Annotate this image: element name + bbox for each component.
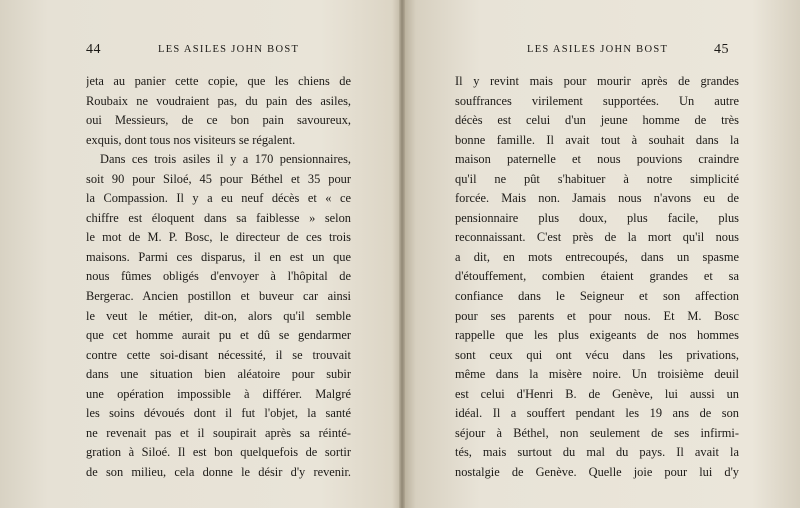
text-line: maisons. Parmi ces disparus, il en est un que	[86, 249, 351, 264]
text-line: ne revenait pas et il soupirait après sa réinté-	[86, 425, 351, 440]
text-line: confiance dans le Seigneur et son affection	[455, 289, 739, 304]
text-line: forcée. Mais non. Jamais nous n'avons eu de	[455, 191, 739, 206]
text-line: dans une situation bien aléatoire pour subir	[86, 367, 351, 382]
running-head: LES ASILES JOHN BOST	[527, 44, 669, 55]
text-line: nous fûmes obligés d'envoyer à l'hôpital de	[86, 269, 351, 284]
text-line: d'étouffement, combien étaient grandes et sa	[455, 269, 739, 284]
page-number: 44	[86, 42, 101, 57]
text-line: souffrances virilement supportées. Un autre	[455, 93, 739, 108]
text-line: oui Messieurs, de ce bon pain savoureux,	[86, 113, 351, 128]
text-line: tés, mais surtout du mal du pays. Il avait la	[455, 445, 739, 460]
right-page	[405, 0, 800, 508]
text-line: sont ceux qui ont vécu dans les privations,	[455, 347, 739, 362]
text-line: chiffre est éloquent dans sa faiblesse » selon	[86, 210, 351, 225]
text-line: nostalgie de Genève. Quelle joie pour lui d'y	[455, 464, 739, 479]
text-line: exquis, dont tous nos visiteurs se régalent.	[86, 132, 296, 147]
text-line: soit 90 pour Siloé, 45 pour Béthel et 35 pour	[86, 171, 351, 186]
text-line: a dit, en mots entrecoupés, dans un spasme	[455, 249, 739, 264]
running-head: LES ASILES JOHN BOST	[158, 44, 300, 55]
text-line: Roubaix ne voudraient pas, du pain des asiles,	[86, 93, 351, 108]
text-line: Dans ces trois asiles il y a 170 pensionnaires,	[100, 152, 351, 167]
text-line: le veut le métier, dit-on, alors qu'il semble	[86, 308, 351, 323]
text-line: bonne famille. Il avait tout à souhait dans la	[455, 132, 739, 147]
text-line: une opération impossible à différer. Malgré	[86, 386, 351, 401]
text-line: Il y revint mais pour mourir après de grandes	[455, 74, 739, 88]
text-line: reconnaissant. C'est près de la mort qu'il nous	[455, 230, 739, 245]
text-line: de son milieu, cela donne le désir d'y revenir.	[86, 464, 351, 479]
page-number: 45	[714, 42, 729, 57]
text-line: même dans la misère noire. Un troisième deuil	[455, 367, 739, 382]
text-line: la Compassion. Il y a eu neuf décès et « ce	[86, 191, 351, 206]
page-body-text	[455, 72, 739, 482]
text-line: maison paternelle et nous pouvions craindre	[455, 152, 739, 167]
text-line: le mot de M. P. Bosc, le directeur de ces trois	[86, 230, 351, 245]
text-line: pensionnaire plus doux, plus facile, plus	[455, 210, 739, 225]
text-line: séjour à Béthel, non seulement de ses infirmi-	[455, 425, 739, 440]
page-body-text	[86, 72, 351, 482]
text-line: Bergerac. Ancien postillon et buveur car ainsi	[86, 289, 351, 304]
text-line: les soins dévoués dont il fut l'objet, la santé	[86, 406, 351, 421]
text-line: rappelle que les plus exigeants de nos hommes	[455, 328, 739, 343]
text-line: jeta au panier cette copie, que les chiens de	[86, 74, 351, 88]
text-line: contre cette soi-disant nécessité, il se trouvait	[86, 347, 351, 362]
text-line: pour ses parents et pour nous. Et M. Bosc	[455, 308, 739, 323]
text-line: qu'il ne pût s'habituer à notre simplicité	[455, 171, 739, 186]
text-line: décès est celui d'un jeune homme de très	[455, 113, 739, 128]
text-line: idéal. Il a souffert pendant les 19 ans de son	[455, 406, 739, 421]
text-line: gration à Siloé. Il est bon quelquefois de sortir	[86, 445, 351, 460]
text-line: est celui d'Henri B. de Genève, lui aussi un	[455, 386, 739, 401]
text-line: que cet homme aurait pu et dû se gendarmer	[86, 328, 351, 343]
